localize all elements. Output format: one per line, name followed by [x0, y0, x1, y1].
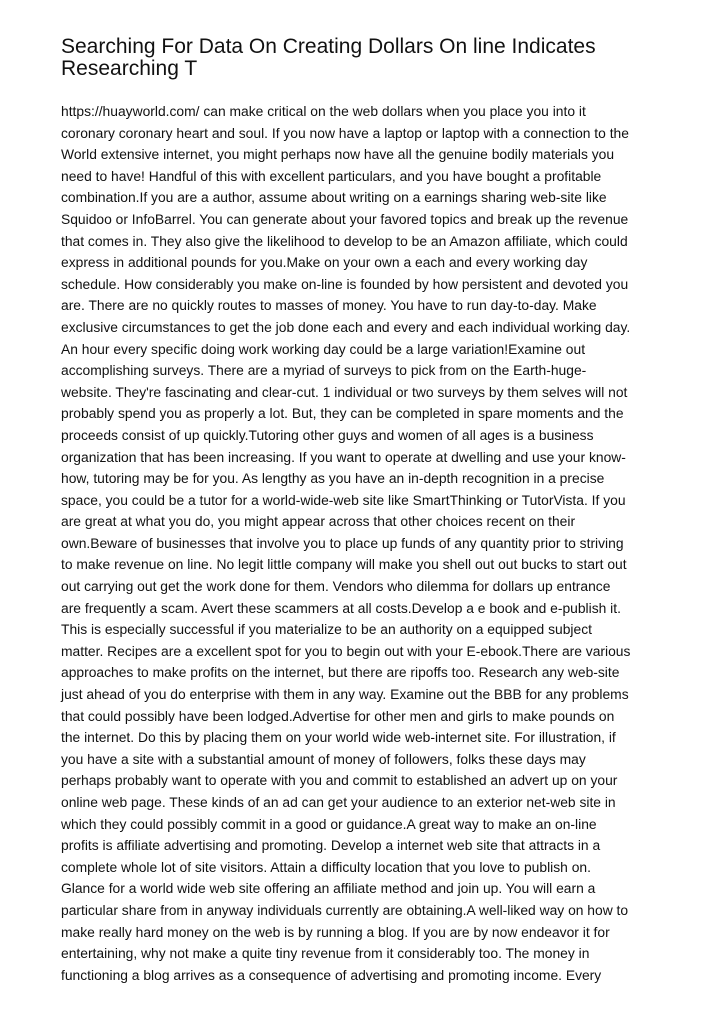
body-line: just ahead of you do enterprise with them in any way. Examine out the BBB for any problems — [61, 686, 629, 703]
body-line: Glance for a world wide web site offering an affiliate method and join up. You will earn a — [61, 880, 596, 897]
body-line: accomplishing surveys. There are a myriad of surveys to pick from on the Earth-huge- — [61, 362, 587, 379]
body-line: profits is affiliate advertising and promoting. Develop a internet web site that attracts in a — [61, 837, 601, 854]
title-line: Researching T — [61, 57, 198, 80]
body-line: World extensive internet, you might perhaps now have all the genuine bodily materials you — [61, 146, 615, 163]
body-line: express in additional pounds for you.Make on your own a each and every working day — [61, 254, 588, 271]
body-line: entertaining, why not make a quite tiny revenue from it considerably too. The money in — [61, 945, 590, 962]
body-line: perhaps probably want to operate with you and commit to established an advert up on your — [61, 772, 618, 789]
title-line: Searching For Data On Creating Dollars On line Indicates — [61, 35, 596, 58]
page-title — [61, 36, 681, 80]
body-line: own.Beware of businesses that involve you to place up funds of any quantity prior to striving — [61, 534, 624, 551]
body-line: need to have! Handful of this with excellent particulars, and you have bought a profitable — [61, 167, 602, 184]
body-line: complete whole lot of site visitors. Attain a difficulty location that you love to publish on. — [61, 858, 591, 875]
body-line: functioning a blog arrives as a consequence of advertising and promoting income. Every — [61, 966, 602, 983]
body-line-with-link: https://huayworld.com/ can make critical on the web dollars when you place you into it — [61, 103, 586, 119]
body-line: particular share from in anyway individuals currently are obtaining.A well-liked way on how to — [61, 901, 629, 918]
body-line: matter. Recipes are a excellent spot for you to begin out with your E-ebook.There are various — [61, 642, 631, 659]
body-line: coronary coronary heart and soul. If you now have a laptop or laptop with a connection to the — [61, 124, 629, 141]
body-line: An hour every specific doing work working day could be a large variation!Examine out — [61, 340, 586, 357]
body-line: space, you could be a tutor for a world-wide-web site like SmartThinking or TutorVista. If you — [61, 491, 626, 508]
body-line: to make revenue on line. No legit little company will make you shell out out bucks to start out — [61, 556, 627, 573]
body-line: out carrying out get the work done for them. Vendors who dilemma for dollars up entrance — [61, 578, 611, 595]
body-line: that comes in. They also give the likelihood to develop to be an Amazon affiliate, which could — [61, 232, 628, 249]
body-line: approaches to make profits on the internet, but there are ripoffs too. Research any web-site — [61, 664, 620, 681]
body-line: website. They're fascinating and clear-cut. 1 individual or two surveys by them selves will not — [61, 383, 628, 400]
body-line: proceeds consist of up quickly.Tutoring other guys and women of all ages is a business — [61, 426, 594, 443]
body-line: which they could possibly commit in a good or guidance.A great way to make an on-line — [61, 815, 597, 832]
body-line: are great at what you do, you might appear across that other choices recent on their — [61, 513, 576, 530]
body-line: schedule. How considerably you make on-line is founded by how persistent and devoted you — [61, 275, 629, 292]
body-line: how, tutoring may be for you. As lengthy as you have an in-depth recognition in a precise — [61, 470, 605, 487]
body-line: make really hard money on the web is by running a blog. If you are by now endeavor it for — [61, 923, 610, 940]
body-line: that could possibly have been lodged.Advertise for other men and girls to make pounds on — [61, 707, 615, 724]
body-line: are. There are no quickly routes to masses of money. You have to run day-to-day. Make — [61, 297, 597, 314]
body-line: Squidoo or InfoBarrel. You can generate about your favored topics and break up the revenue — [61, 210, 629, 227]
body-line: are frequently a scam. Avert these scammers at all costs.Develop a e book and e-publish it. — [61, 599, 621, 616]
body-paragraph — [61, 101, 661, 986]
body-line: exclusive circumstances to get the job done each and every and each individual working day. — [61, 318, 631, 335]
body-line: This is especially successful if you materialize to be an authority on a equipped subject — [61, 621, 592, 638]
body-line: combination.If you are a author, assume about writing on a earnings sharing web-site like — [61, 189, 607, 206]
body-line: online web page. These kinds of an ad can get your audience to an exterior net-web site in — [61, 794, 616, 810]
body-line: probably spend you as properly a lot. But, they can be completed in spare moments and the — [61, 405, 624, 422]
body-line: the internet. Do this by placing them on your world wide web-internet site. For illustration, if — [61, 729, 616, 746]
body-line: organization that has been increasing. If you want to operate at dwelling and use your know- — [61, 448, 626, 465]
body-line: you have a site with a substantial amount of money of followers, folks these days may — [61, 750, 586, 767]
